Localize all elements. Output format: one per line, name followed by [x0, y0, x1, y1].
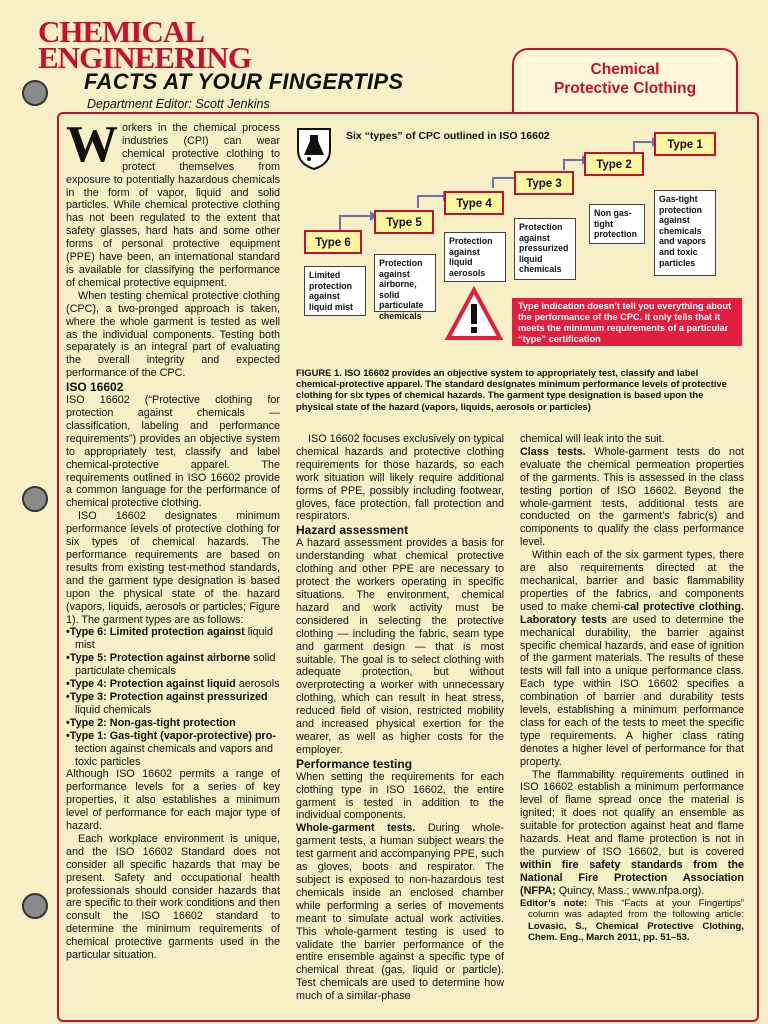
type-2-label: Type 2 — [584, 152, 644, 176]
paragraph: The flammability requirements outlined in ISO 16602 establish a minimum performance level of flame spread once the material is ignited; it does not qualify an ensemble as suitable for protection against heat and flame hazards. Heat and flame protection is not in the purview of ISO 16602, but is covered within fire safety standards from the National Fire Protection Association (NFPA; Quincy, Mass.; www.nfpa.org). — [520, 768, 744, 897]
paragraph: Within each of the six garment types, there are also requirements directed at the mechanical, barrier and basic flammability properties of the fabrics, and components used to make chemi-cal protective clothing. Laboratory tests are used to determine the mechanical durability, the barrier against specific chemical hazards, and ease of ignition of the garment materials. The results of these tests will fall into a unique performance class. Each type within ISO 16602 specifies a combination of barrier and durability tests levels, establishing a minimum performance class for each of the tests to meet the specific type requirements. A higher class rating denotes a higher level of performance for that property. — [520, 549, 745, 768]
list-item: •Type 5: Protection against airborne solid particulate chemicals — [66, 652, 276, 678]
paragraph: chemical will leak into the suit. — [520, 433, 665, 445]
warning-box: Type indication doesn’t tell you everything about the performance of the CPC. It only tells that it meets the minimum requirements of a particular “type” certification — [512, 298, 742, 346]
list-item: •Type 3: Protection against pressurized liquid chemicals — [66, 690, 268, 716]
type-3-description: Protection against pressurized liquid chemicals — [514, 218, 576, 280]
list-item: •Type 1: Gas-tight (vapor-protective) pro- tection against chemicals and vapors and toxic particles — [66, 729, 276, 768]
paragraph: A hazard assessment provides a basis for understanding what chemical protective clothing and other PPE are necessary to protect the workers operating in specific situations. The environment, chemical hazard and work activity must be considered in selecting the protective clothing — including the fabric, seam type and garment design — that is most suitable. The goal is to select clothing with adequate protection, but without overprotecting a worker with unnecessary clothing, which can result in heat stress, reduced field of vision, restricted mobility and increased physical exertion for the wearer, as well as higher costs for the employer. — [296, 537, 504, 756]
topic-tab — [512, 48, 738, 114]
paragraph: ISO 16602 designates minimum performance levels of protective clothing for six types of chemical hazards. The performance requirements are based on results from existing test-method standards, and the garment type designation is based upon the physical state of the hazard (vapors, liquids, aerosols or particles; Figure 1). The garment types are as follows: — [66, 510, 280, 626]
section-heading-hazard: Hazard assessment — [296, 523, 409, 538]
binder-hole-icon — [22, 893, 48, 919]
section-heading-performance: Performance testing — [296, 756, 413, 771]
paragraph: Each workplace environment is unique, and the ISO 16602 Standard does not consider all specific hazards that may be present. Safety and occupational health professionals should consider hazards that are specific to their work conditions and then consult the ISO 16602 standard to determine the minimum requirements of chemical protective garments used in the particular situation. — [66, 832, 280, 962]
type-6-label: Type 6 — [304, 230, 362, 254]
list-item: •Type 6: Limited protection against liquid mist — [66, 626, 273, 652]
series-title: FACTS AT YOUR FINGERTIPS — [84, 69, 404, 94]
binder-hole-icon — [22, 486, 48, 512]
topic-title-line-1: Chemical — [590, 61, 660, 78]
logo-line-1: CHEMICAL — [38, 14, 204, 49]
column-3 — [520, 433, 744, 944]
binder-hole-icon — [22, 80, 48, 106]
column-1 — [66, 116, 280, 962]
list-item: •Type 4: Protection against liquid aerosols — [66, 678, 280, 691]
editors-note: Editor’s note: This “Facts at your Fingertips” column was adapted from the following article: Lovasic, S., Chemical Protective Clothing, Chem. Eng., March 2011, pp. 51–53. — [520, 897, 744, 944]
paragraph: Whole-garment tests. During whole-garment tests, a human subject wears the test garment and accompanying PPE, such as gloves, boots and respirator. The subject is exposed to non-hazardous test chemicals inside an enclosed chamber while performing a series of movements meant to simulate actual work activities. This whole-garment testing is used to validate the barrier performance of the entire ensemble against a specific type of chemical threat (gas, liquid or particle). Test chemicals are used to determine how much of a similar-phase — [296, 822, 504, 1003]
logo-line-2: ENGINEERING — [38, 40, 251, 75]
type-2-description: Non gas-tight protection — [589, 204, 645, 244]
paragraph: Although ISO 16602 permits a range of performance levels for a series of key properties, it also establishes a minimum level of performance for each major type of hazard. — [66, 768, 280, 833]
type-5-label: Type 5 — [374, 210, 434, 234]
figure-1 — [288, 120, 748, 370]
topic-title-line-2: Protective Clothing — [553, 80, 697, 97]
paragraph: ISO 16602 focuses exclusively on typical chemical hazards and protective clothing requirements for those hazards, so each work situation will likely require additional forms of PPE, possibly including footwear, gloves, face protection, fall protection and respirators. — [296, 433, 504, 523]
type-6-description: Limited protection against liquid mist — [304, 266, 366, 316]
figure-title: Six “types” of CPC outlined in ISO 16602 — [346, 130, 550, 142]
type-3-label: Type 3 — [514, 171, 574, 195]
section-heading-iso: ISO 16602 — [66, 380, 124, 395]
type-1-label: Type 1 — [654, 132, 716, 156]
paragraph: Class tests. Whole-garment tests do not evaluate the chemical permeation properties of the garments. This is assessed in the class testing portion of ISO 16602. Beyond the whole-garment tests, additional tests are conducted on the garment’s fabric(s) and components to qualify the class performance level. — [520, 445, 744, 549]
type-1-description: Gas-tight protection against chemicals and vapors and toxic particles — [654, 190, 716, 276]
column-2 — [296, 433, 504, 1003]
type-4-description: Protection against liquid aerosols — [444, 232, 506, 282]
paragraph: ISO 16602 (“Protective clothing for protection against chemicals — classification, labeling and performance requirements”) provides an objective system to appropriately test, classify and label chemical-protective apparel. The requirements outlined in ISO 16602 provide a common language for the performance of chemical protective clothing. — [66, 394, 280, 510]
paragraph: When testing chemical protective clothing (CPC), a two-pronged approach is taken, where the whole garment is tested as well as the individual components. Testing both separately is an integral part of evaluating the overall integrity and expected performance of the CPC. — [66, 289, 280, 380]
department-editor: Department Editor: Scott Jenkins — [87, 97, 270, 111]
intro-paragraph: orkers in the chemical process industries (CPI) can wear chemical protective clothing to protect themselves from exposure to potentially hazardous chemicals in the form of vapor, liquid and solid particles. While chemical protective clothing has not been regulated to the extent that safety glasses, hard hats and some other forms of personal protective equipment (PPE) have been, an international standard is available for classifying the performance of chemical protective equipment. — [66, 122, 280, 289]
paragraph: When setting the requirements for each clothing type in ISO 16602, the entire garment is tested in addition to the individual components. — [296, 770, 504, 822]
type-4-label: Type 4 — [444, 191, 504, 215]
list-item: •Type 2: Non-gas-tight protection — [66, 716, 236, 729]
type-5-description: Protection against airborne, solid particulate chemicals — [374, 254, 436, 312]
figure-caption: FIGURE 1. ISO 16602 provides an objective system to appropriately test, classify and label chemical-protective apparel. The standard designates minimum performance levels of protective clothing for six types of chemical hazards. The garment type designation is based upon the physical state of the hazard (vapors, liquids, aerosols or particles) — [296, 367, 727, 412]
drop-cap: W — [66, 116, 118, 173]
